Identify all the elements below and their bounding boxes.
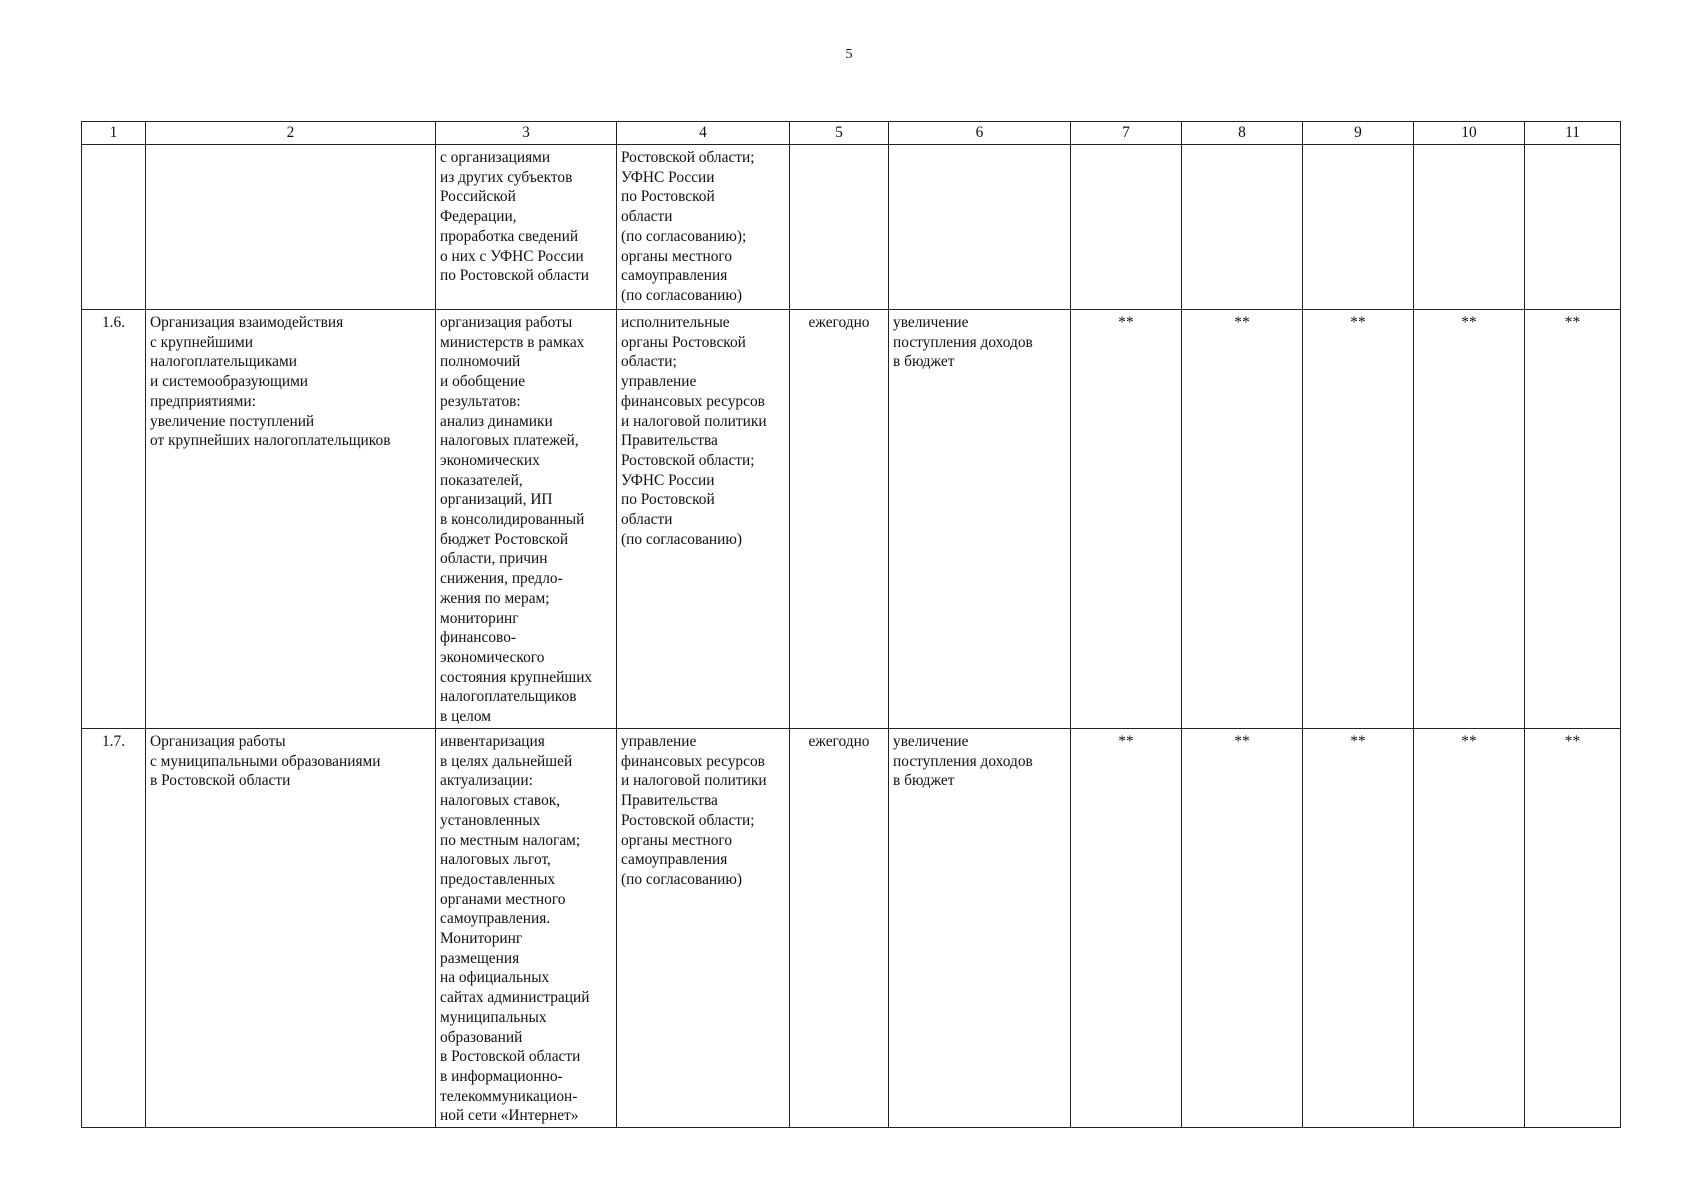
column-number: 8 [1182, 122, 1303, 145]
column-number: 11 [1525, 122, 1621, 145]
value-col-10: ** [1414, 310, 1525, 729]
value-col-8: ** [1182, 729, 1303, 1128]
column-number: 2 [146, 122, 436, 145]
expected-result: увеличение поступления доходов в бюджет [889, 729, 1071, 1128]
executors: Ростовской области; УФНС России по Ростовской области (по согласованию); органы местного самоуправления (по согласованию) [617, 145, 790, 310]
term: ежегодно [790, 310, 889, 729]
column-number: 4 [617, 122, 790, 145]
expected-result [889, 145, 1071, 310]
item-number [82, 145, 146, 310]
event-content: инвентаризация в целях дальнейшей актуализации: налоговых ставок, установленных по местным налогам; налоговых льгот, предоставленных органами местного самоуправления. Мониторинг размещения на официальных сайтах администраций муниципальных образований в Ростовской области в информационно- телекоммуникацион- ной сети «Интернет» [436, 729, 617, 1128]
value-col-11: ** [1525, 729, 1621, 1128]
value-col-9: ** [1303, 729, 1414, 1128]
event-name: Организация взаимодействия с крупнейшими налогоплательщиками и системообразующими предприятиями: увеличение поступлений от крупнейших налогоплательщиков [146, 310, 436, 729]
table-row [82, 145, 1621, 310]
value-col-9: ** [1303, 310, 1414, 729]
value-col-11 [1525, 145, 1621, 310]
term [790, 145, 889, 310]
table-row [82, 729, 1621, 1128]
value-col-11: ** [1525, 310, 1621, 729]
column-number: 9 [1303, 122, 1414, 145]
executors: исполнительные органы Ростовской области; управление финансовых ресурсов и налоговой политики Правительства Ростовской области; УФНС России по Ростовской области (по согласованию) [617, 310, 790, 729]
event-name [146, 145, 436, 310]
item-number: 1.6. [82, 310, 146, 729]
item-number: 1.7. [82, 729, 146, 1128]
executors: управление финансовых ресурсов и налоговой политики Правительства Ростовской области; органы местного самоуправления (по согласованию) [617, 729, 790, 1128]
value-col-8: ** [1182, 310, 1303, 729]
page-number: 5 [845, 47, 853, 62]
value-col-7 [1071, 145, 1182, 310]
value-col-9 [1303, 145, 1414, 310]
value-col-10: ** [1414, 729, 1525, 1128]
plan-table [81, 121, 1621, 1128]
value-col-7: ** [1071, 729, 1182, 1128]
value-col-7: ** [1071, 310, 1182, 729]
value-col-10 [1414, 145, 1525, 310]
column-number: 1 [82, 122, 146, 145]
column-number: 7 [1071, 122, 1182, 145]
column-number: 6 [889, 122, 1071, 145]
column-number: 10 [1414, 122, 1525, 145]
event-content: организация работы министерств в рамках полномочий и обобщение результатов: анализ динамики налоговых платежей, экономических показателей, организаций, ИП в консолидированный бюджет Ростовской области, причин снижения, предло- жения по мерам; мониторинг финансово- экономического состояния крупнейших налогоплательщиков в целом [436, 310, 617, 729]
event-name: Организация работы с муниципальными образованиями в Ростовской области [146, 729, 436, 1128]
column-number: 3 [436, 122, 617, 145]
term: ежегодно [790, 729, 889, 1128]
column-number: 5 [790, 122, 889, 145]
expected-result: увеличение поступления доходов в бюджет [889, 310, 1071, 729]
table-row [82, 310, 1621, 729]
value-col-8 [1182, 145, 1303, 310]
event-content: с организациями из других субъектов Российской Федерации, проработка сведений о них с УФНС России по Ростовской области [436, 145, 617, 310]
column-number-row [82, 122, 1621, 145]
